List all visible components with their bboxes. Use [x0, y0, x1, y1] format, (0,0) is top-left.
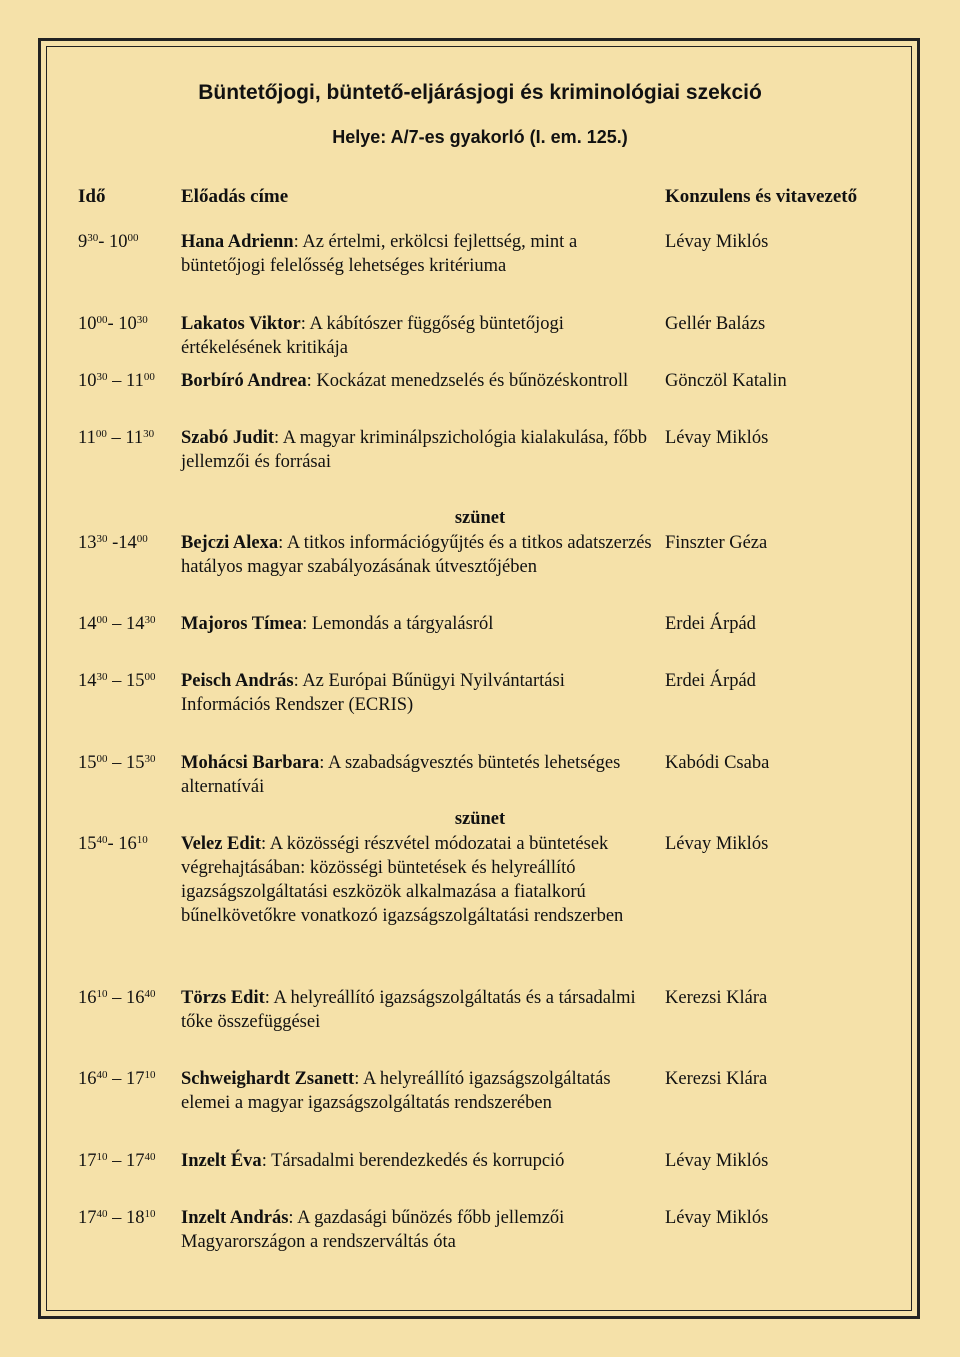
end-hour: 17 — [126, 1151, 145, 1171]
start-minute: 30 — [96, 533, 108, 545]
talk-title: Társadalmi berendezkedés és korrupció — [271, 1151, 565, 1171]
speaker-name: Peisch András — [181, 671, 294, 691]
time-separator: – — [107, 1151, 126, 1171]
start-minute: 00 — [96, 753, 108, 765]
start-minute: 10 — [96, 1151, 108, 1163]
time-slot — [78, 986, 156, 1010]
start-hour: 17 — [78, 1151, 97, 1171]
start-minute: 30 — [96, 671, 108, 683]
talk-title: Az Európai Bűnügyi Nyilvántartási Információs Rendszer (ECRIS) — [181, 671, 565, 715]
consultant-name: Erdei Árpád — [665, 671, 756, 691]
start-hour: 10 — [78, 371, 97, 391]
consultant-name: Kerezsi Klára — [665, 988, 768, 1008]
talk-title: A magyar kriminálpszichológia kialakulása, főbb jellemzői és forrásai — [181, 428, 648, 472]
time-separator: – — [107, 988, 126, 1008]
talk-cell — [181, 612, 656, 636]
talk-title: A szabadságvesztés büntetés lehetséges alternatívái — [181, 753, 621, 797]
end-minute: 10 — [144, 1208, 156, 1220]
speaker-name: Törzs Edit — [181, 988, 265, 1008]
consultant-name: Gönczöl Katalin — [665, 371, 787, 391]
end-hour: 15 — [126, 753, 145, 773]
start-hour: 17 — [78, 1208, 97, 1228]
talk-cell — [181, 312, 656, 360]
time-slot — [78, 230, 139, 254]
time-separator: – — [107, 371, 126, 391]
speaker-name: Inzelt Éva — [181, 1151, 262, 1171]
time-separator: – — [107, 753, 126, 773]
start-minute: 40 — [96, 834, 108, 846]
talk-cell — [181, 531, 656, 579]
end-hour: 16 — [126, 988, 145, 1008]
speaker-colon: : — [261, 834, 267, 854]
location-line: Helye: A/7-es gyakorló (I. em. 125.) — [332, 127, 628, 147]
time-separator: - — [98, 232, 110, 252]
speaker-name: Borbíró Andrea — [181, 371, 307, 391]
speaker-name: Lakatos Viktor — [181, 314, 301, 334]
break-label: szünet — [454, 809, 506, 829]
talk-cell — [181, 986, 656, 1034]
speaker-name: Bejczi Alexa — [181, 533, 279, 553]
consultant-name: Gellér Balázs — [665, 314, 766, 334]
start-minute: 00 — [96, 314, 108, 326]
time-slot — [78, 669, 156, 693]
talk-title: A kábítószer függőség büntetőjogi értékelésének kritikája — [181, 314, 564, 358]
time-slot — [78, 1067, 156, 1091]
talk-title: Lemondás a tárgyalásról — [311, 614, 494, 634]
speaker-name: Schweighardt Zsanett — [181, 1069, 355, 1089]
talk-cell — [181, 1206, 656, 1254]
talk-title: A helyreállító igazságszolgáltatás és a társadalmi tőke összefüggései — [181, 988, 636, 1032]
talk-cell — [181, 669, 656, 717]
start-hour: 15 — [78, 753, 97, 773]
talk-cell — [181, 832, 656, 928]
end-minute: 10 — [136, 834, 148, 846]
talk-cell — [181, 751, 656, 799]
talk-cell — [181, 1149, 656, 1173]
end-hour: 16 — [118, 834, 137, 854]
talk-title: Kockázat menedzselés és bűnözéskontroll — [316, 371, 629, 391]
consultant-name: Finszter Géza — [665, 533, 768, 553]
speaker-name: Szabó Judit — [181, 428, 275, 448]
speaker-name: Velez Edit — [181, 834, 261, 854]
speaker-colon: : — [261, 1151, 267, 1171]
start-hour: 14 — [78, 614, 97, 634]
speaker-name: Majoros Tímea — [181, 614, 303, 634]
time-slot — [78, 832, 148, 856]
time-separator: – — [106, 428, 126, 448]
speaker-colon: : — [293, 671, 299, 691]
end-hour: 11 — [125, 428, 144, 448]
speaker-colon: : — [278, 533, 284, 553]
end-minute: 00 — [127, 232, 139, 244]
start-minute: 40 — [96, 1069, 108, 1081]
start-hour: 9 — [78, 232, 88, 252]
consultant-name: Lévay Miklós — [665, 232, 769, 252]
talk-title: A helyreállító igazságszolgáltatás elemei a magyar igazságszolgáltatás rendszerében — [181, 1069, 611, 1113]
speaker-name: Inzelt András — [181, 1208, 289, 1228]
time-slot — [78, 1206, 156, 1230]
start-hour: 10 — [78, 314, 97, 334]
start-minute: 00 — [96, 614, 108, 626]
consultant-name: Lévay Miklós — [665, 834, 769, 854]
speaker-colon: : — [319, 753, 325, 773]
start-hour: 14 — [78, 671, 97, 691]
time-slot — [78, 531, 148, 555]
consultant-name: Kabódi Csaba — [665, 753, 770, 773]
talk-title: A gazdasági bűnözés főbb jellemzői Magyarországon a rendszerváltás óta — [181, 1208, 565, 1252]
end-hour: 11 — [126, 371, 144, 391]
consultant-name: Lévay Miklós — [665, 1151, 769, 1171]
talk-cell — [181, 369, 656, 393]
speaker-colon: : — [300, 314, 306, 334]
start-minute: 10 — [96, 988, 108, 1000]
time-slot — [78, 312, 148, 336]
time-slot — [78, 751, 156, 775]
start-hour: 16 — [78, 1069, 97, 1089]
time-separator: – — [107, 1208, 126, 1228]
consultant-name: Lévay Miklós — [665, 1208, 769, 1228]
speaker-colon: : — [274, 428, 280, 448]
talk-title: Az értelmi, erkölcsi fejlettség, mint a büntetőjogi felelősség lehetséges kritériuma — [181, 232, 578, 276]
time-separator: – — [107, 1069, 126, 1089]
end-hour: 10 — [118, 314, 137, 334]
end-minute: 30 — [136, 314, 148, 326]
start-minute: 00 — [95, 428, 107, 440]
start-minute: 30 — [96, 371, 108, 383]
talk-cell — [181, 426, 656, 474]
talk-title: A titkos információgyűjtés és a titkos adatszerzés hatályos magyar szabályozásának útvesztőjében — [181, 533, 652, 577]
end-hour: 18 — [126, 1208, 145, 1228]
end-minute: 00 — [144, 671, 156, 683]
consultant-name: Lévay Miklós — [665, 428, 769, 448]
time-separator: – — [107, 614, 126, 634]
column-header-talk: Előadás címe — [181, 186, 289, 207]
end-hour: 15 — [126, 671, 145, 691]
speaker-colon: : — [354, 1069, 360, 1089]
column-header-time: Idő — [78, 186, 106, 207]
talk-cell — [181, 230, 656, 278]
time-slot — [78, 369, 155, 393]
end-minute: 40 — [144, 988, 156, 1000]
talk-cell — [181, 1067, 656, 1115]
column-header-consultant: Konzulens és vitavezető — [665, 186, 858, 207]
speaker-name: Hana Adrienn — [181, 232, 294, 252]
speaker-colon: : — [302, 614, 308, 634]
end-minute: 30 — [143, 428, 155, 440]
end-minute: 00 — [136, 533, 148, 545]
end-minute: 40 — [144, 1151, 156, 1163]
speaker-colon: : — [306, 371, 312, 391]
end-hour: 17 — [126, 1069, 145, 1089]
end-minute: 00 — [143, 371, 155, 383]
time-slot — [78, 1149, 156, 1173]
time-separator: – — [107, 671, 126, 691]
time-slot — [78, 426, 154, 450]
speaker-colon: : — [293, 232, 299, 252]
time-slot — [78, 612, 156, 636]
talk-title: A közösségi részvétel módozatai a büntetések végrehajtásában: közösségi büntetések és helyreállító igazságszolgáltatási eszközök alkalmazása a fiatalkorú bűnelkövetőkre vonatkozó igazságszolgáltatási rendszerben — [181, 834, 624, 926]
speaker-colon: : — [264, 988, 270, 1008]
end-minute: 10 — [144, 1069, 156, 1081]
break-label: szünet — [454, 508, 506, 528]
end-hour: 10 — [109, 232, 128, 252]
consultant-name: Kerezsi Klára — [665, 1069, 768, 1089]
speaker-name: Mohácsi Barbara — [181, 753, 320, 773]
start-hour: 16 — [78, 988, 97, 1008]
start-hour: 13 — [78, 533, 97, 553]
time-separator: - — [107, 533, 119, 553]
end-minute: 30 — [144, 753, 156, 765]
end-hour: 14 — [126, 614, 145, 634]
end-hour: 14 — [118, 533, 137, 553]
speaker-colon: : — [288, 1208, 294, 1228]
start-minute: 40 — [96, 1208, 108, 1220]
consultant-name: Erdei Árpád — [665, 614, 756, 634]
start-hour: 15 — [78, 834, 97, 854]
end-minute: 30 — [144, 614, 156, 626]
time-separator: - — [107, 834, 119, 854]
start-minute: 30 — [87, 232, 99, 244]
section-title: Büntetőjogi, büntető-eljárásjogi és kriminológiai szekció — [198, 81, 762, 104]
time-separator: - — [107, 314, 119, 334]
start-hour: 11 — [78, 428, 96, 448]
